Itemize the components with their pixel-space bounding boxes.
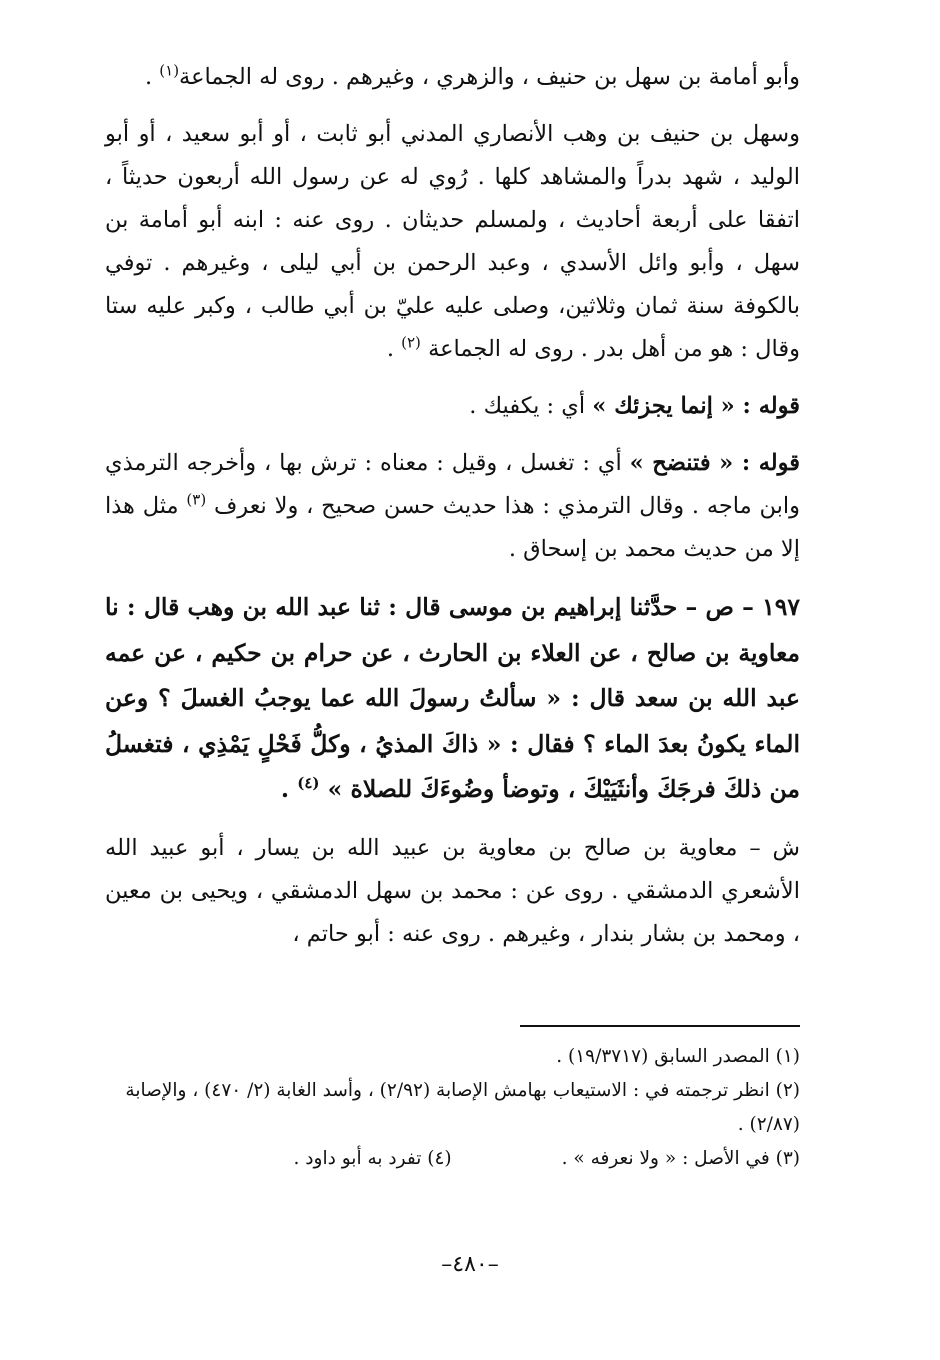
- footnote-4: (٤) تفرد به أبو داود .: [293, 1148, 452, 1169]
- footnote-1: (١) المصدر السابق (١٩/٣٧١٧) .: [556, 1046, 800, 1067]
- footnote-ref-1: (١): [159, 61, 180, 80]
- paragraph-3: [105, 385, 800, 428]
- paragraph-1: [105, 56, 800, 99]
- footnote-3: (٣) في الأصل : « ولا نعرفه » .: [561, 1148, 800, 1169]
- paragraph-1-end: .: [144, 64, 160, 90]
- paragraph-3-label: قوله : « إنما يجزئك »: [592, 393, 800, 419]
- main-text: [105, 56, 800, 956]
- hadith-end: .: [280, 775, 298, 803]
- footnote-ref-4: (٤): [297, 774, 320, 793]
- footnote-ref-2: (٢): [401, 333, 421, 352]
- hadith-text: ١٩٧ – ص – حدَّثنا إبراهيم بن موسى قال : ثنا عبد الله بن وهب قال : نا معاوية بن صالح ، عن العلاء بن الحارث ، عن حرام بن حكيم ، عن عمه عبد الله بن سعد قال : « سألتُ رسولَ الله عما يوجبُ الغسلَ ؟ وعن الماء يكونُ بعدَ الماء ؟ فقال : « ذاكَ المذيُ ، وكلُّ فَحْلٍ يَمْذِي ، فتغسلُ من ذلكَ فرجَكَ وأنثَيَيْكَ ، وتوضأ وضُوءَكَ للصلاة »: [105, 593, 800, 803]
- paragraph-2: [105, 113, 800, 371]
- paragraph-4: [105, 442, 800, 571]
- paragraph-4-text: أي : تغسل ، وقيل : معناه : ترش بها ، وأخرجه الترمذي وابن ماجه . وقال الترمذي : هذا حديث حسن صحيح ، ولا نعرف: [105, 450, 801, 519]
- paragraph-3-text: أي : يكفيك .: [469, 393, 593, 419]
- paragraph-4-end: مثل هذا إلا من حديث محمد بن إسحاق .: [105, 493, 800, 562]
- paragraph-2-end: .: [386, 336, 402, 362]
- commentary-paragraph: [105, 827, 800, 956]
- paragraph-2-text: وسهل بن حنيف بن وهب الأنصاري المدني أبو ثابت ، أو أبو سعيد ، أو أبو الوليد ، شهد بدراً والمشاهد كلها . رُوي له عن رسول الله أربعون حديثاً ، اتفقا على أربعة أحاديث ، ولمسلم حديثان . روى عنه : ابنه أبو أمامة بن سهل ، وأبو وائل الأسدي ، وعبد الرحمن بن أبي ليلى ، وغيرهم . توفي بالكوفة سنة ثمان وثلاثين، وصلى عليه عليّ بن أبي طالب ، وكبر عليه ستا وقال : هو من أهل بدر . روى له الجماعة: [105, 121, 800, 362]
- footnote-row: [105, 1142, 800, 1176]
- paragraph-1-text: وأبو أمامة بن سهل بن حنيف ، والزهري ، وغيرهم . روى له الجماعة: [179, 64, 800, 90]
- hadith-paragraph: [105, 585, 800, 813]
- commentary-text: ش – معاوية بن صالح بن معاوية بن عبيد الله بن يسار ، أبو عبيد الله الأشعري الدمشقي . روى عن : محمد بن سهل الدمشقي ، ويحيى بن معين ، ومحمد بن بشار بندار ، وغيرهم . روى عنه : أبو حاتم ،: [105, 834, 800, 947]
- page-number: –٤٨٠–: [441, 1252, 499, 1277]
- footnotes: [105, 1040, 800, 1176]
- footnote-2: (٢) انظر ترجمته في : الاستيعاب بهامش الإصابة (٢/٩٢) ، وأسد الغابة (٢/ ٤٧٠) ، والإصابة (٢/٨٧) .: [125, 1080, 800, 1135]
- footnote-ref-3: (٣): [186, 490, 207, 509]
- footnote-divider: [520, 1025, 800, 1027]
- paragraph-4-label: قوله : « فتنضح »: [629, 450, 800, 476]
